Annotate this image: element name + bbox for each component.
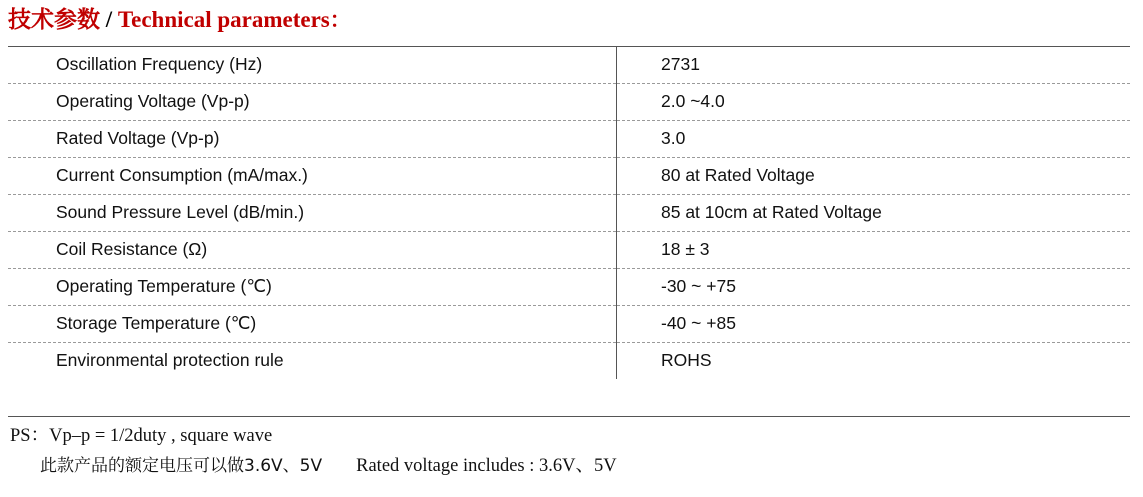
parameter-value: -30 ~ +75 [617, 268, 1131, 305]
table-row [8, 268, 1130, 305]
parameter-label: Storage Temperature (℃) [8, 305, 617, 342]
footnote-chinese: 此款产品的额定电压可以做3.6V、5V [40, 456, 323, 476]
parameter-label: Rated Voltage (Vp-p) [8, 120, 617, 157]
parameter-label: Environmental protection rule [8, 342, 617, 379]
page-title-colon: ： [329, 8, 351, 32]
parameter-label: Operating Temperature (℃) [8, 268, 617, 305]
footnote-english: Rated voltage includes : 3.6V、5V [356, 456, 617, 476]
parameter-label: Coil Resistance (Ω) [8, 231, 617, 268]
technical-parameters-table [8, 46, 1130, 379]
parameter-value: 3.0 [617, 120, 1131, 157]
parameter-label: Sound Pressure Level (dB/min.) [8, 194, 617, 231]
page-title-separator: / [100, 7, 118, 32]
footnote-line-2 [10, 451, 1130, 481]
parameter-label: Operating Voltage (Vp-p) [8, 83, 617, 120]
table-row [8, 342, 1130, 379]
parameter-value: -40 ~ +85 [617, 305, 1131, 342]
table-row [8, 83, 1130, 120]
parameter-value: 2.0 ~4.0 [617, 83, 1131, 120]
footnotes [10, 421, 1130, 481]
parameter-value: 18 ± 3 [617, 231, 1131, 268]
footnote-line-1: PS：Vp–p = 1/2duty , square wave [10, 426, 273, 446]
table-row [8, 120, 1130, 157]
table-row [8, 194, 1130, 231]
table-bottom-rule [8, 416, 1130, 417]
page-title [8, 4, 351, 35]
table-row [8, 231, 1130, 268]
parameter-value: ROHS [661, 350, 712, 371]
parameter-label: Current Consumption (mA/max.) [8, 157, 617, 194]
page-title-chinese: 技术参数 [8, 7, 100, 33]
page-title-english: Technical parameters [117, 7, 330, 32]
table-row [8, 305, 1130, 342]
parameter-value: 80 at Rated Voltage [617, 157, 1131, 194]
parameter-value: 2731 [617, 46, 1131, 83]
table-row [8, 157, 1130, 194]
parameter-value: 85 at 10cm at Rated Voltage [617, 194, 1131, 231]
table-row [8, 46, 1130, 83]
parameter-label: Oscillation Frequency (Hz) [8, 46, 617, 83]
